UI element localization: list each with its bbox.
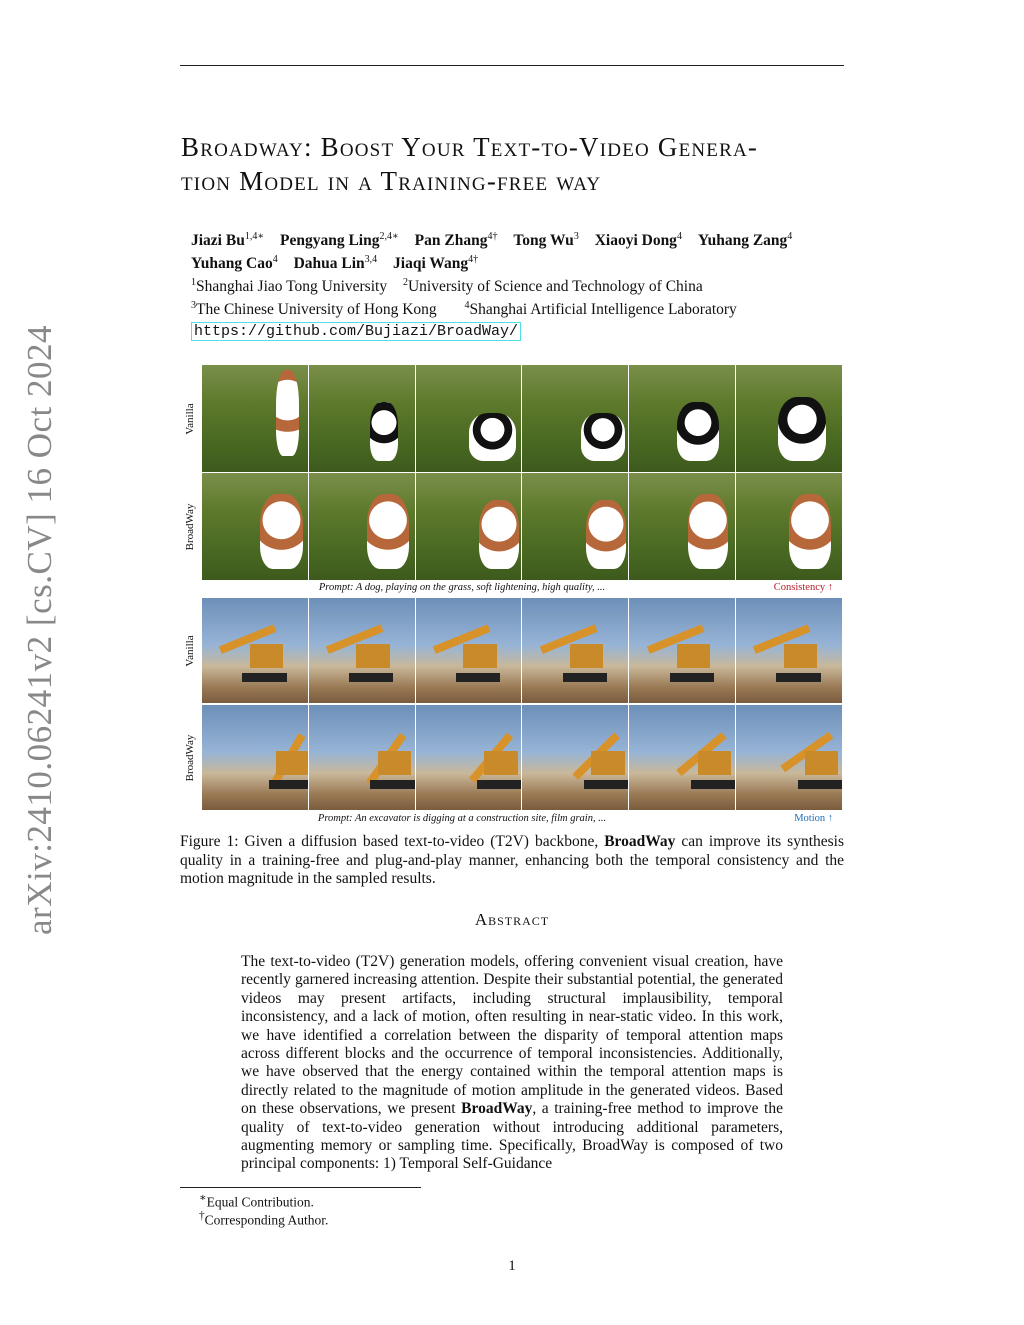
video-frame	[736, 705, 843, 810]
author-name: Xiaoyi Dong	[594, 232, 677, 250]
figure-caption: Figure 1: Given a diffusion based text-to-video (T2V) backbone, BroadWay can improve its synthesis quality in a training-free and plug-and-play manner, enhancing both the temporal consistency and the motion magnitude in the sampled results.	[180, 833, 844, 887]
author-sup: 4	[676, 231, 682, 242]
paper-title	[181, 130, 851, 198]
video-frame	[309, 598, 416, 703]
author-name: Pengyang Ling	[280, 232, 380, 250]
abstract-body: The text-to-video (T2V) generation models, offering convenient visual creation, have recently garnered increasing attention. Despite their substantial potential, the generated videos may present artifacts, including structural implausibility, temporal inconsistency, and a lack of motion, often resulting in near-static video. In this work, we have identified a correlation between the disparity of temporal attention maps across different blocks and the occurrence of temporal inconsistencies. Additionally, we have observed that the energy contained within the temporal attention maps is directly related to the magnitude of motion amplitude in the generated videos. Based on these observations, we present BroadWay, a training-free method to improve the quality of text-to-video generation without introducing additional parameters, augmenting memory or sampling time. Specifically, BroadWay is composed of two principal components: 1) Temporal Self-Guidance	[241, 953, 783, 1173]
author-name: Tong Wu	[513, 232, 574, 250]
video-frame	[202, 473, 309, 580]
video-frame	[202, 705, 309, 810]
aff-sup: 3	[191, 300, 196, 312]
video-frame	[309, 365, 416, 472]
affiliation-row-1	[191, 273, 851, 296]
prompt-text: Prompt: A dog, playing on the grass, soft lightening, high quality, ...	[318, 582, 606, 593]
author-name: Jiaqi Wang	[393, 255, 469, 273]
author-row-1	[191, 227, 851, 250]
video-frame	[629, 473, 736, 580]
author-name: Yuhang Zang	[697, 232, 788, 250]
footnote-rule	[180, 1187, 421, 1188]
author-name: Pan Zhang	[414, 232, 488, 250]
video-frame	[309, 473, 416, 580]
row-label-vanilla: Vanilla	[184, 402, 196, 435]
figure-1	[180, 365, 845, 835]
affiliation: Shanghai Jiao Tong University	[196, 278, 388, 296]
video-frame	[416, 598, 523, 703]
author-block	[191, 227, 851, 341]
affiliation: The Chinese University of Hong Kong	[196, 301, 437, 319]
author-sup: 2,4∗	[379, 231, 399, 242]
video-frame	[309, 705, 416, 810]
author-row-2	[191, 250, 851, 273]
video-frame	[629, 598, 736, 703]
video-frame	[416, 473, 523, 580]
up-arrow-icon: ↑	[827, 813, 833, 824]
affiliation-row-2	[191, 296, 851, 319]
video-frame	[629, 705, 736, 810]
affiliation: University of Science and Technology of China	[407, 278, 703, 296]
consistency-tag: Consistency ↑	[773, 582, 833, 593]
video-frame	[736, 365, 843, 472]
video-frame	[736, 598, 843, 703]
dog-vanilla-strip	[202, 365, 843, 472]
author-sup: 4†	[487, 231, 498, 242]
video-frame	[522, 598, 629, 703]
github-link[interactable]: https://github.com/Bujiazi/BroadWay/	[191, 322, 521, 341]
video-frame	[416, 705, 523, 810]
abstract-heading: Abstract	[474, 910, 550, 929]
up-arrow-icon: ↑	[827, 582, 833, 593]
author-sup: 4	[272, 254, 278, 266]
aff-sup: 2	[402, 277, 408, 289]
excavator-broadway-strip	[202, 705, 843, 810]
title-line-2: tion Model in a Training-free way	[181, 166, 602, 196]
aff-sup: 4	[464, 300, 470, 312]
excavator-vanilla-strip	[202, 598, 843, 703]
author-sup: 3	[573, 231, 579, 242]
row-label-broadway: BroadWay	[184, 503, 196, 550]
arxiv-identifier: arXiv:2410.06241v2 [cs.CV] 16 Oct 2024	[20, 324, 59, 935]
author-name: Dahua Lin	[293, 255, 365, 273]
video-frame	[202, 598, 309, 703]
page-number: 1	[508, 1258, 516, 1274]
footnote-2: †Corresponding Author.	[199, 1210, 329, 1228]
video-frame	[202, 365, 309, 472]
video-frame	[522, 365, 629, 472]
prompt-caption-1	[202, 582, 843, 598]
motion-tag: Motion ↑	[794, 813, 833, 824]
dog-broadway-strip	[202, 473, 843, 580]
author-sup: 4	[787, 231, 793, 242]
affiliation: Shanghai Artificial Intelligence Laboratory	[469, 301, 737, 319]
aff-sup: 1	[191, 277, 196, 289]
author-sup: 4†	[468, 254, 479, 266]
video-frame	[736, 473, 843, 580]
video-frame	[522, 705, 629, 810]
video-frame	[522, 473, 629, 580]
row-label-broadway: BroadWay	[184, 734, 196, 781]
video-frame	[416, 365, 523, 472]
footnote-1: ∗Equal Contribution.	[199, 1192, 314, 1210]
author-name: Jiazi Bu	[191, 232, 245, 250]
video-frame	[629, 365, 736, 472]
author-sup: 3,4	[364, 254, 378, 266]
prompt-caption-2	[202, 813, 843, 829]
author-name: Yuhang Cao	[191, 255, 273, 273]
title-line-1: Broadway: Boost Your Text-to-Video Genera-	[181, 132, 759, 162]
top-rule	[180, 65, 844, 66]
prompt-text: Prompt: An excavator is digging at a construction site, film grain, ...	[317, 813, 607, 824]
author-sup: 1,4∗	[244, 231, 265, 242]
row-label-vanilla: Vanilla	[184, 634, 196, 667]
